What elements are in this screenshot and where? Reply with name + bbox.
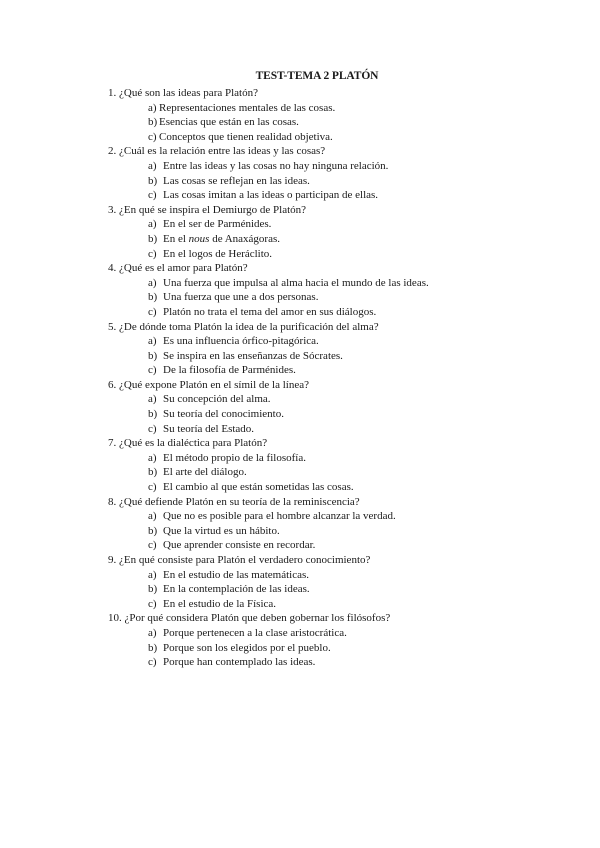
- question-text: 3. ¿En qué se inspira el Demiurgo de Platón?: [108, 203, 307, 216]
- answer-option: [108, 626, 548, 641]
- option-text: En el: [163, 232, 189, 245]
- option-letter: c): [148, 130, 157, 143]
- option-letter: c): [148, 422, 157, 435]
- option-letter: b): [148, 349, 158, 362]
- question-text: 7. ¿Qué es la dialéctica para Platón?: [108, 437, 268, 450]
- question-10: [108, 611, 548, 669]
- option-letter: c): [148, 189, 157, 202]
- option-text: Que la virtud es un hábito.: [163, 524, 280, 537]
- answer-option: [108, 247, 548, 262]
- option-text: Porque han contemplado las ideas.: [163, 656, 316, 669]
- question-list: [108, 86, 548, 670]
- option-text: Platón no trata el tema del amor en sus diálogos.: [163, 305, 377, 318]
- option-text: En el estudio de las matemáticas.: [163, 568, 310, 581]
- option-text: Porque son los elegidos por el pueblo.: [163, 641, 331, 654]
- option-letter: a): [148, 159, 157, 172]
- option-letter: c): [148, 597, 157, 610]
- answer-option: [108, 451, 548, 466]
- answer-option: [108, 217, 548, 232]
- answer-option: [108, 538, 548, 553]
- option-text: Las cosas imitan a las ideas o participan de ellas.: [163, 189, 379, 202]
- question-3: [108, 203, 548, 261]
- option-letter: a): [148, 626, 157, 639]
- question-text: 2. ¿Cuál es la relación entre las ideas y las cosas?: [108, 145, 326, 158]
- option-text: Que no es posible para el hombre alcanzar la verdad.: [163, 510, 396, 523]
- answer-option: [108, 655, 548, 670]
- option-letter: b): [148, 291, 158, 304]
- option-letter: a): [148, 568, 157, 581]
- page-title: TEST-TEMA 2 PLATÓN: [255, 70, 379, 82]
- answer-options: [108, 451, 548, 495]
- option-text: En el estudio de la Física.: [163, 597, 277, 610]
- question-5: [108, 320, 548, 378]
- answer-options: [108, 392, 548, 436]
- option-letter: c): [148, 539, 157, 552]
- question-9: [108, 553, 548, 611]
- question-7: [108, 436, 548, 494]
- answer-option: [108, 465, 548, 480]
- option-letter: a): [148, 451, 157, 464]
- option-text: El arte del diálogo.: [163, 466, 247, 479]
- option-letter: c): [148, 656, 157, 669]
- question-2: [108, 144, 548, 202]
- option-letter: a): [148, 510, 157, 523]
- answer-option: [108, 232, 548, 247]
- answer-option: [108, 597, 548, 612]
- question-text: 6. ¿Qué expone Platón en el símil de la línea?: [108, 378, 309, 391]
- answer-options: [108, 276, 548, 320]
- option-letter: a): [148, 101, 157, 114]
- answer-option: [108, 509, 548, 524]
- question-text: 4. ¿Qué es el amor para Platón?: [108, 262, 248, 275]
- option-text: Conceptos que tienen realidad objetiva.: [159, 130, 333, 143]
- option-letter: b): [148, 641, 158, 654]
- answer-options: [108, 334, 548, 378]
- option-letter: b): [148, 174, 158, 187]
- option-letter: a): [148, 218, 157, 231]
- answer-option: [108, 582, 548, 597]
- answer-option: [108, 392, 548, 407]
- answer-option: [108, 174, 548, 189]
- answer-options: [108, 217, 548, 261]
- option-text: Las cosas se reflejan en las ideas.: [163, 174, 310, 187]
- answer-option: [108, 159, 548, 174]
- answer-option: [108, 276, 548, 291]
- option-text: En la contemplación de las ideas.: [163, 583, 310, 596]
- option-text: Porque pertenecen a la clase aristocrática.: [163, 626, 347, 639]
- option-letter: c): [148, 305, 157, 318]
- answer-options: [108, 159, 548, 203]
- option-letter: c): [148, 364, 157, 377]
- option-text: El cambio al que están sometidas las cosas.: [163, 481, 354, 494]
- option-text: Representaciones mentales de las cosas.: [159, 101, 336, 114]
- option-text: Que aprender consiste en recordar.: [163, 539, 316, 552]
- answer-option: [108, 641, 548, 656]
- answer-options: [108, 101, 548, 145]
- option-letter: b): [148, 583, 158, 596]
- option-text-emphasis: nous: [188, 232, 210, 245]
- option-letter: a): [148, 393, 157, 406]
- question-1: [108, 86, 548, 144]
- question-text: 8. ¿Qué defiende Platón en su teoría de la reminiscencia?: [108, 495, 360, 508]
- option-text: de Anaxágoras.: [209, 232, 281, 245]
- answer-option: [108, 480, 548, 495]
- question-text: 5. ¿De dónde toma Platón la idea de la purificación del alma?: [108, 320, 379, 333]
- answer-option: [108, 101, 548, 116]
- answer-option: [108, 407, 548, 422]
- answer-option: [108, 130, 548, 145]
- answer-options: [108, 509, 548, 553]
- answer-option: [108, 568, 548, 583]
- question-text: 1. ¿Qué son las ideas para Platón?: [108, 87, 258, 99]
- question-8: [108, 495, 548, 553]
- answer-option: [108, 349, 548, 364]
- answer-option: [108, 334, 548, 349]
- answer-option: [108, 305, 548, 320]
- option-text: Su teoría del conocimiento.: [163, 408, 284, 421]
- answer-options: [108, 568, 548, 612]
- option-text: Una fuerza que impulsa al alma hacia el mundo de las ideas.: [163, 276, 429, 289]
- option-text: Se inspira en las enseñanzas de Sócrates.: [163, 349, 343, 362]
- option-letter: b): [148, 116, 158, 129]
- option-text: Su teoría del Estado.: [163, 422, 255, 435]
- answer-option: [108, 188, 548, 203]
- option-text: Su concepción del alma.: [163, 393, 271, 406]
- option-letter: a): [148, 335, 157, 348]
- option-text: Esencias que están en las cosas.: [159, 116, 299, 129]
- option-text: Entre las ideas y las cosas no hay ninguna relación.: [163, 159, 389, 172]
- answer-option: [108, 422, 548, 437]
- option-letter: b): [148, 466, 158, 479]
- answer-option: [108, 290, 548, 305]
- answer-option: [108, 524, 548, 539]
- option-text: En el ser de Parménides.: [163, 218, 272, 231]
- question-6: [108, 378, 548, 436]
- option-text: Una fuerza que une a dos personas.: [163, 291, 319, 304]
- option-letter: c): [148, 247, 157, 260]
- option-text: De la filosofía de Parménides.: [163, 364, 296, 377]
- option-letter: c): [148, 481, 157, 494]
- answer-option: [108, 115, 548, 130]
- option-text: Es una influencia órfico-pitagórica.: [163, 335, 319, 348]
- question-4: [108, 261, 548, 319]
- option-text: El método propio de la filosofía.: [163, 451, 306, 464]
- answer-option: [108, 363, 548, 378]
- question-text: 10. ¿Por qué considera Platón que deben gobernar los filósofos?: [108, 612, 391, 625]
- option-letter: a): [148, 276, 157, 289]
- option-letter: b): [148, 408, 158, 421]
- answer-options: [108, 626, 548, 670]
- option-letter: b): [148, 232, 158, 245]
- option-letter: b): [148, 524, 158, 537]
- option-text: En el logos de Heráclito.: [163, 247, 273, 260]
- question-text: 9. ¿En qué consiste para Platón el verdadero conocimiento?: [108, 554, 371, 566]
